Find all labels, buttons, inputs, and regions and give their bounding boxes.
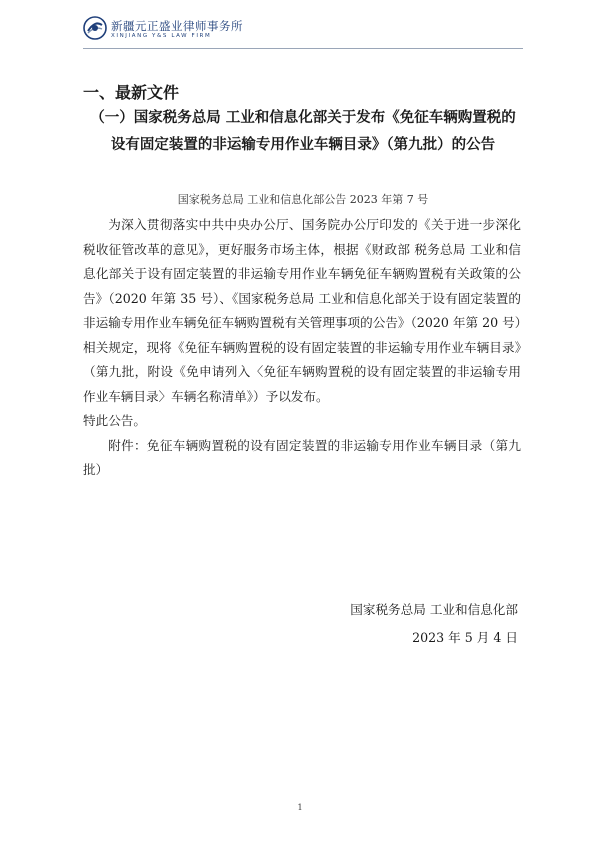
- firm-logo-icon: [83, 16, 107, 40]
- document-number: 国家税务总局 工业和信息化部公告 2023 年第 7 号: [177, 193, 429, 206]
- document-body: [83, 213, 521, 483]
- page-number: 1: [297, 803, 303, 812]
- section-title: 一、最新文件: [83, 83, 180, 102]
- page-header: [83, 16, 523, 46]
- body-paragraph-main: 为深入贯彻落实中共中央办公厅、国务院办公厅印发的《关于进一步深化税收征管改革的意见》，更好服务市场主体，根据《财政部 税务总局 工业和信息化部关于设有固定装置的非运输专用作业车辆免征车辆购置税有关政策的公告》（2020 年第 35 号）、《国家税务总局 工业和信息化部关于设有固定装置的非运输专用作业车辆免征车辆购置税有关管理事项的公告》（2020 年第 20 号）相关规定，现将《免征车辆购置税的设有固定装置的非运输专用作业车辆目录》（第九批，附设《免申请列入〈免征车辆购置税的设有固定装置的非运输专用作业车辆目录〉车辆名称清单》）予以发布。: [83, 217, 521, 404]
- body-paragraph-closing: 特此公告。: [83, 413, 146, 428]
- firm-name-en: XINJIANG Y&S LAW FIRM: [111, 33, 212, 39]
- signature-block: [350, 596, 518, 652]
- document-title: （一）国家税务总局 工业和信息化部关于发布《免征车辆购置税的设有固定装置的非运输专用作业车辆目录》（第九批）的公告: [90, 110, 516, 153]
- header-divider: [83, 48, 523, 49]
- body-paragraph-attachment: 附件：免征车辆购置税的设有固定装置的非运输专用作业车辆目录（第九批）: [83, 437, 521, 477]
- signature-issuer: 国家税务总局 工业和信息化部: [350, 602, 518, 617]
- firm-name-cn: 新疆元正盛业律师事务所: [111, 19, 243, 33]
- signature-date: 2023 年 5 月 4 日: [412, 630, 518, 645]
